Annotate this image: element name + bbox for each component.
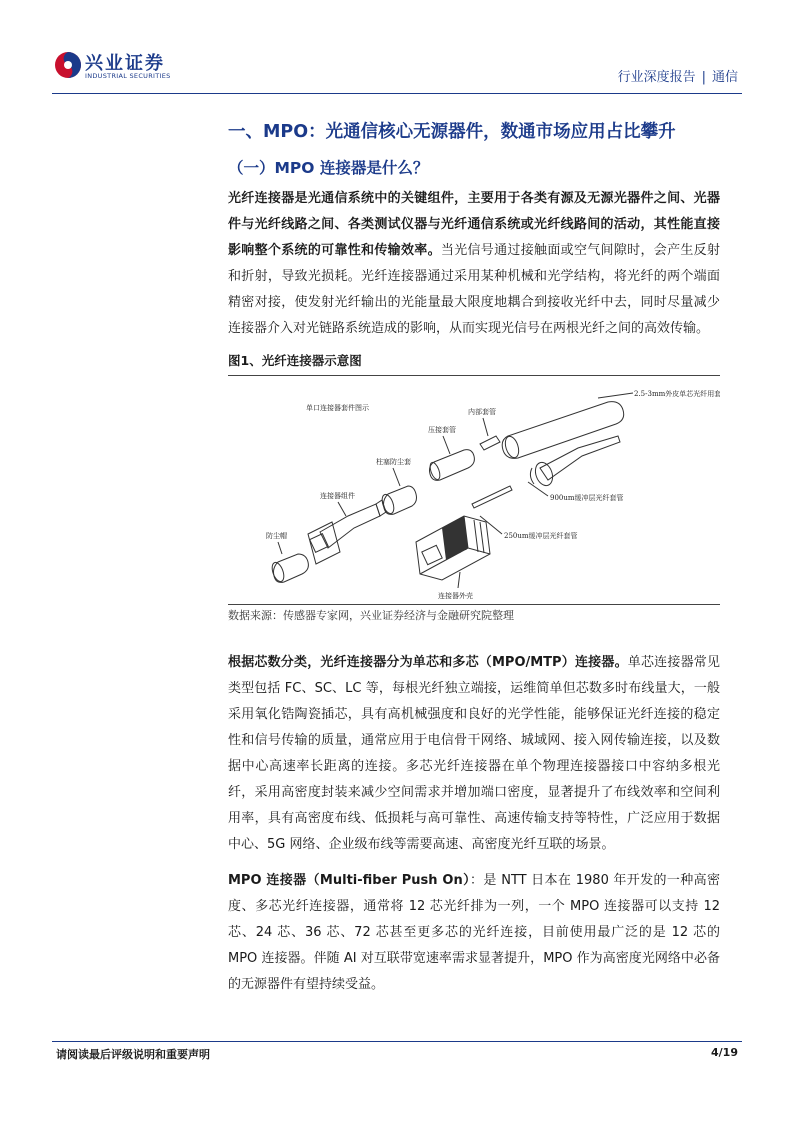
paragraph-connector-types [228, 650, 720, 858]
paragraph-mpo-definition [228, 868, 720, 998]
label-kit: 单口连接器套件图示 [306, 404, 369, 412]
label-jacket-cable: 2.5-3mm外皮单芯光纤用套管 [634, 390, 720, 398]
industry-name: 通信 [711, 70, 738, 85]
paragraph-bold-lead: 光纤连接器是光通信系统中的关键组件，主要用于各类有源及无源光器件之间、光器件与光纤线路之间、各类测试仪器与光纤通信系统或光纤线路间的活动，其性能直接影响整个系统的可靠性和传输效率。 [228, 191, 720, 258]
report-type: 行业深度报告 [617, 70, 696, 85]
header-divider [52, 93, 742, 94]
header-separator: | [701, 70, 706, 85]
page-header [0, 0, 794, 100]
label-dust-cap: 防尘帽 [266, 532, 287, 540]
report-type-label [618, 66, 738, 85]
paragraph-connector-intro [228, 186, 720, 342]
label-housing: 连接器外壳 [438, 592, 473, 600]
footer-divider [52, 1041, 742, 1042]
figure-title: 图1、光纤连接器示意图 [228, 352, 720, 376]
label-crimp-tube: 压接套管 [428, 426, 456, 434]
main-content [228, 112, 720, 998]
connector-exploded-view [228, 376, 720, 604]
logo-english-text: INDUSTRIAL SECURITIES [85, 72, 171, 80]
figure-source: 数据来源：传感器专家网，兴业证券经济与金融研究院整理 [228, 604, 720, 624]
label-assembly: 连接器组件 [320, 492, 355, 500]
label-boot: 柱塞防尘套 [376, 458, 411, 466]
paragraph-body: 单芯连接器常见类型包括 FC、SC、LC 等，每根光纤独立端接，运维简单但芯数多时布线量大，一般采用氧化锆陶瓷插芯，具有高机械强度和良好的光学性能，能够保证光纤连接的稳定性和信号传输的质量，通常应用于电信骨干网络、城域网、接入网传输连接，以及数据中心高速率长距离的连接。多芯光纤连接器在单个物理连接器接口中容纳多根光纤，采用高密度封装来减少空间需求并增加端口密度，显著提升了布线效率和空间利用率，具有高密度布线、低损耗与高可靠性、高速传输支持等特性，广泛应用于数据中心、5G 网络、企业级布线等需要高速、高密度光纤互联的场景。 [228, 655, 720, 852]
paragraph-body: ：是 NTT 日本在 1980 年开发的一种高密度、多芯光纤连接器，通常将 12 芯光纤排为一列，一个 MPO 连接器可以支持 12 芯、24 芯、36 芯、72 芯甚至更多芯的光纤连接，目前使用最广泛的是 12 芯的 MPO 连接器。伴随 AI 对互联带宽速率需求显著提升，MPO 作为高密度光网络中必备的无源器件有望持续受益。 [228, 873, 721, 992]
paragraph-body: 当光信号通过接触面或空气间隙时，会产生反射和折射，导致光损耗。光纤连接器通过采用某种机械和光学结构，将光纤的两个端面精密对接，使发射光纤输出的光能量最大限度地耦合到接收光纤中去，同时尽量减少连接器介入对光链路系统造成的影响，从而实现光信号在两根光纤之间的高效传输。 [228, 243, 720, 336]
logo-emblem-icon [54, 48, 82, 82]
page-number: 4/19 [711, 1046, 738, 1059]
company-logo [54, 48, 214, 88]
paragraph-bold-lead: MPO 连接器（Multi-fiber Push On） [228, 873, 470, 888]
label-inner-tube: 内部套管 [468, 408, 496, 416]
paragraph-bold-lead: 根据芯数分类，光纤连接器分为单芯和多芯（MPO/MTP）连接器。 [228, 655, 628, 670]
label-buffer-900: 900um缓冲层光纤套管 [550, 494, 624, 502]
logo-chinese-text: 兴业证券 [85, 53, 165, 74]
section-heading: 一、MPO：光通信核心无源器件，数通市场应用占比攀升 [228, 122, 676, 142]
footer-disclaimer: 请阅读最后评级说明和重要声明 [56, 1048, 210, 1061]
label-buffer-250: 250um缓冲层光纤套管 [504, 532, 578, 540]
connector-diagram [228, 376, 720, 604]
subsection-heading: （一）MPO 连接器是什么？ [228, 159, 429, 177]
